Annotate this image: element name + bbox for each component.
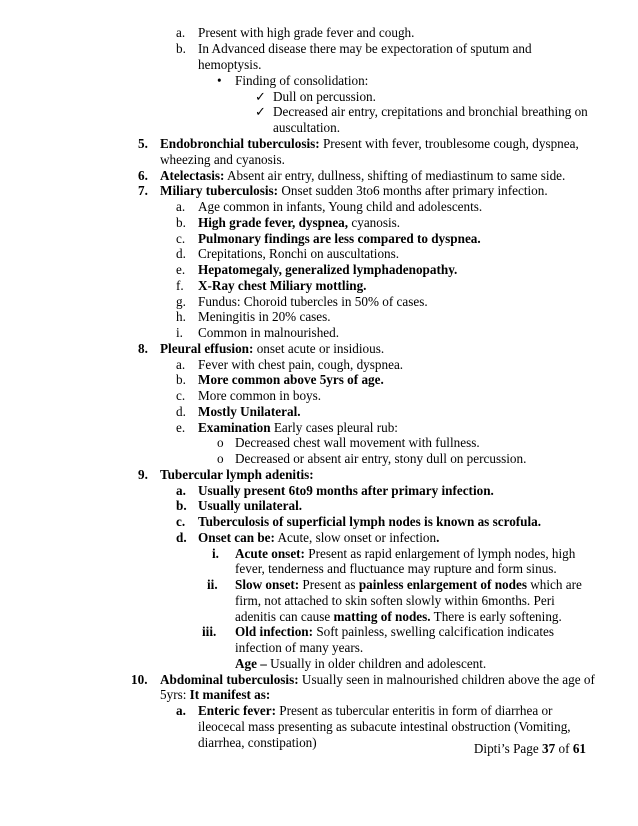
list-item-text: Fundus: Choroid tubercles in 50% of cases. [198, 294, 428, 309]
list-item-text: In Advanced disease there may be expectoration of sputum and [198, 41, 532, 56]
section-10-text: Abdominal tuberculosis: Usually seen in malnourished children above the age of [160, 672, 595, 687]
list-marker: c. [176, 231, 186, 246]
list-item-text: Dull on percussion. [273, 89, 376, 104]
checkmark-icon: ✓ [255, 104, 267, 119]
list-marker: c. [176, 388, 186, 403]
list-item-text: adenitis can cause matting of nodes. There is early softening. [235, 609, 562, 624]
list-item-text: Tuberculosis of superficial lymph nodes is known as scrofula. [198, 514, 542, 529]
list-item-text: Decreased chest wall movement with fullness. [235, 435, 480, 450]
list-marker: b. [176, 372, 186, 387]
list-item-text: Acute onset: Present as rapid enlargement of lymph nodes, high [235, 546, 576, 561]
list-marker: g. [176, 294, 186, 309]
section-10-text: 5yrs: It manifest as: [160, 687, 271, 702]
list-item-text: Slow onset: Present as painless enlargement of nodes which are [235, 577, 582, 592]
list-item-text: Usually unilateral. [198, 498, 303, 513]
list-item-text: Old infection: Soft painless, swelling calcification indicates [235, 624, 555, 639]
list-item-text: Hepatomegaly, generalized lymphadenopathy. [198, 262, 458, 277]
page-footer: Dipti’s Page 37 of 61 [473, 741, 586, 756]
list-marker: a. [176, 703, 186, 718]
list-marker: e. [176, 420, 186, 435]
roman-marker: i. [212, 546, 219, 561]
section-9-title: Tubercular lymph adenitis: [160, 467, 314, 482]
list-marker: d. [176, 246, 186, 261]
list-item-text: Common in malnourished. [198, 325, 340, 340]
list-marker: a. [176, 357, 186, 372]
list-marker: h. [176, 309, 186, 324]
list-item-text: Decreased or absent air entry, stony dull on percussion. [235, 451, 527, 466]
list-item-text: Enteric fever: Present as tubercular enteritis in form of diarrhea or [198, 703, 553, 718]
section-7-text: Miliary tuberculosis: Onset sudden 3to6 months after primary infection. [160, 183, 548, 198]
bullet-marker: • [217, 73, 222, 88]
list-marker: e. [176, 262, 186, 277]
list-marker: i. [176, 325, 183, 340]
list-item-text: Onset can be: Acute, slow onset or infection. [198, 530, 440, 545]
list-marker: b. [176, 215, 186, 230]
checkmark-icon: ✓ [255, 89, 267, 104]
section-6-text: Atelectasis: Absent air entry, dullness, shifting of mediastinum to same side. [160, 168, 566, 183]
circle-bullet-marker: o [217, 435, 224, 450]
roman-marker: iii. [202, 624, 217, 639]
section-5-text: Endobronchial tuberculosis: Present with fever, troublesome cough, dyspnea, [160, 136, 579, 151]
circle-bullet-marker: o [217, 451, 224, 466]
list-item-text: Pulmonary findings are less compared to dyspnea. [198, 231, 481, 246]
list-marker: d. [176, 404, 186, 419]
list-marker: b. [176, 498, 187, 513]
list-marker: b. [176, 41, 186, 56]
list-item-text: firm, not attached to skin soften slowly within 6months. Peri [235, 593, 555, 608]
section-number: 8. [138, 341, 148, 356]
list-item-text: High grade fever, dyspnea, cyanosis. [198, 215, 401, 230]
list-marker: a. [176, 483, 186, 498]
list-item-text: Mostly Unilateral. [198, 404, 301, 419]
list-item-text: Finding of consolidation: [235, 73, 369, 88]
list-marker: d. [176, 530, 187, 545]
list-item-text: Fever with chest pain, cough, dyspnea. [198, 357, 404, 372]
list-item-text: Examination Early cases pleural rub: [198, 420, 398, 435]
list-item-text: hemoptysis. [198, 57, 262, 72]
list-marker: a. [176, 199, 186, 214]
list-item-text: Age common in infants, Young child and adolescents. [198, 199, 483, 214]
section-number: 6. [138, 168, 148, 183]
section-number: 7. [138, 183, 148, 198]
list-item-text: Usually present 6to9 months after primary infection. [198, 483, 494, 498]
list-item-text: ileocecal mass presenting as subacute intestinal obstruction (Vomiting, [198, 719, 571, 734]
section-5-text: wheezing and cyanosis. [160, 152, 285, 167]
list-item-text: auscultation. [273, 120, 341, 135]
list-item-text: infection of many years. [235, 640, 364, 655]
section-number: 9. [138, 467, 148, 482]
roman-marker: ii. [207, 577, 218, 592]
list-marker: a. [176, 25, 186, 40]
section-8-text: Pleural effusion: onset acute or insidious. [160, 341, 385, 356]
list-item-text: More common in boys. [198, 388, 322, 403]
list-item-text: Age – Usually in older children and adolescent. [235, 656, 487, 671]
list-item-text: X-Ray chest Miliary mottling. [198, 278, 367, 293]
list-marker: f. [176, 278, 184, 293]
list-item-text: Present with high grade fever and cough. [198, 25, 415, 40]
list-item-text: Crepitations, Ronchi on auscultations. [198, 246, 400, 261]
list-item-text: fever, tenderness and fluctuance may rupture and form sinus. [235, 561, 557, 576]
list-marker: c. [176, 514, 186, 529]
list-item-text: diarrhea, constipation) [198, 735, 317, 750]
list-item-text: Decreased air entry, crepitations and bronchial breathing on [273, 104, 588, 119]
list-item-text: Meningitis in 20% cases. [198, 309, 331, 324]
list-item-text: More common above 5yrs of age. [198, 372, 384, 387]
section-number: 10. [131, 672, 148, 687]
section-number: 5. [138, 136, 148, 151]
